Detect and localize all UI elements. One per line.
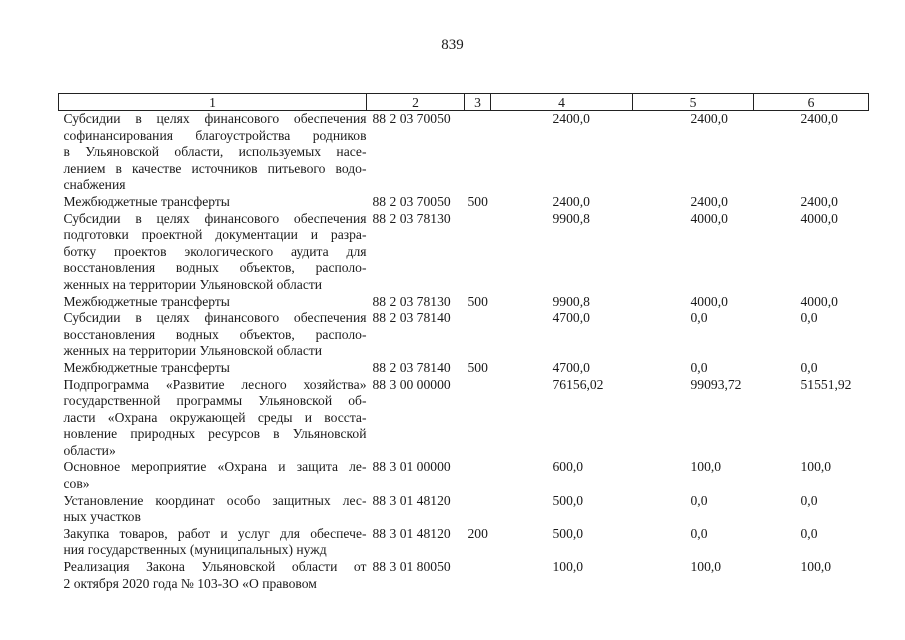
row-value-6: 0,0 — [800, 525, 818, 541]
table-row — [59, 360, 869, 377]
row-value-4: 9900,8 — [552, 210, 590, 226]
row-name-line: Межбюджетные трансферты — [63, 293, 230, 309]
row-name-line: подготовки проектной документации и разра- — [63, 227, 367, 243]
row-name — [59, 526, 367, 559]
row-code: 88 2 03 78130 — [372, 293, 451, 309]
table-row — [59, 111, 869, 194]
table-row — [59, 310, 869, 360]
row-name-line: Реализация Закона Ульяновской области от — [63, 559, 367, 575]
table-row — [59, 459, 869, 492]
table-row — [59, 294, 869, 311]
row-value-5: 99093,72 — [690, 376, 742, 392]
row-name-line: ласти «Охрана окружающей среды и восста- — [63, 409, 367, 425]
row-expense-type — [465, 559, 491, 592]
row-name — [59, 194, 367, 211]
row-name-line: восстановления водных объектов, располо- — [63, 260, 367, 276]
table-row — [59, 194, 869, 211]
table-body — [59, 111, 869, 593]
row-code: 88 2 03 70050 — [372, 193, 451, 209]
row-value-4: 4700,0 — [552, 359, 590, 375]
row-value-6: 2400,0 — [800, 193, 838, 209]
column-header-4: 4 — [491, 94, 633, 111]
row-name-line: женных на территории Ульяновской области — [63, 276, 323, 292]
row-name-line: Межбюджетные трансферты — [63, 193, 230, 209]
row-code: 88 2 03 78140 — [372, 310, 451, 326]
table-row — [59, 493, 869, 526]
row-expense-type: 500 — [467, 359, 488, 375]
budget-table — [58, 93, 869, 592]
row-name-line: лением в качестве источников питьевого водо- — [63, 160, 367, 176]
row-value-5: 4000,0 — [690, 210, 728, 226]
row-name-line: восстановления водных объектов, располо- — [63, 326, 367, 342]
row-expense-type — [465, 310, 491, 360]
row-code: 88 2 03 78140 — [372, 359, 451, 375]
row-value-6: 100,0 — [800, 559, 832, 575]
row-name-line: области» — [63, 442, 116, 458]
row-name-line: сов» — [63, 476, 90, 492]
row-value-4: 9900,8 — [552, 293, 590, 309]
row-name-line: ния государственных (муниципальных) нужд — [63, 542, 327, 558]
row-code: 88 3 01 48120 — [372, 525, 451, 541]
row-value-4: 2400,0 — [552, 193, 590, 209]
row-value-6: 4000,0 — [800, 210, 838, 226]
table-row — [59, 526, 869, 559]
column-header-5: 5 — [633, 94, 754, 111]
table-row — [59, 377, 869, 460]
row-value-6: 100,0 — [800, 459, 832, 475]
row-value-4: 500,0 — [552, 525, 584, 541]
row-code: 88 3 01 00000 — [372, 459, 451, 475]
row-name-line: софинансирования благоустройства родников — [63, 127, 367, 143]
row-value-5: 0,0 — [690, 525, 708, 541]
row-value-6: 0,0 — [800, 492, 818, 508]
row-value-5: 2400,0 — [690, 111, 728, 126]
row-value-4: 2400,0 — [552, 111, 590, 126]
row-name-line: 2 октября 2020 года № 103-ЗО «О правовом — [63, 575, 317, 591]
row-name — [59, 310, 367, 360]
row-code: 88 3 01 80050 — [372, 559, 451, 575]
row-value-6: 51551,92 — [800, 376, 852, 392]
row-value-4: 4700,0 — [552, 310, 590, 326]
row-name-line: Субсидии в целях финансового обеспечения — [63, 210, 367, 226]
row-expense-type: 500 — [467, 193, 488, 209]
row-code: 88 2 03 78130 — [372, 210, 451, 226]
row-value-5: 0,0 — [690, 492, 708, 508]
row-name-line: Основное мероприятие «Охрана и защита ле- — [63, 459, 367, 475]
row-name-line: Установление координат особо защитных лес- — [63, 492, 367, 508]
row-code: 88 3 01 48120 — [372, 492, 451, 508]
row-name-line: государственной программы Ульяновской об- — [63, 393, 367, 409]
row-name — [59, 111, 367, 194]
page-number: 839 — [441, 37, 464, 53]
row-name-line: новление природных ресурсов в Ульяновской — [63, 426, 367, 442]
row-value-5: 100,0 — [690, 559, 722, 575]
row-name-line: Субсидии в целях финансового обеспечения — [63, 310, 367, 326]
column-header-6: 6 — [754, 94, 869, 111]
row-name-line: Подпрограмма «Развитие лесного хозяйства» — [63, 376, 367, 392]
row-name — [59, 493, 367, 526]
row-code: 88 2 03 70050 — [372, 111, 451, 126]
row-value-5: 0,0 — [690, 359, 708, 375]
row-name — [59, 294, 367, 311]
column-header-2: 2 — [367, 94, 465, 111]
row-name — [59, 377, 367, 460]
row-name — [59, 459, 367, 492]
row-name-line: женных на территории Ульяновской области — [63, 343, 323, 359]
row-code: 88 3 00 00000 — [372, 376, 451, 392]
row-expense-type — [465, 493, 491, 526]
row-value-5: 4000,0 — [690, 293, 728, 309]
row-value-4: 500,0 — [552, 492, 584, 508]
row-value-6: 2400,0 — [800, 111, 838, 126]
row-name — [59, 211, 367, 294]
column-header-3: 3 — [465, 94, 491, 111]
row-expense-type — [465, 111, 491, 194]
table-row — [59, 559, 869, 592]
row-name-line: снабжения — [63, 177, 126, 193]
row-name-line: ных участков — [63, 509, 141, 525]
row-name-line: Межбюджетные трансферты — [63, 359, 230, 375]
row-name-line: ботку проектов экологического аудита для — [63, 243, 367, 259]
row-expense-type: 500 — [467, 293, 488, 309]
table-header-row — [59, 94, 869, 111]
row-expense-type: 200 — [467, 525, 488, 541]
row-expense-type — [465, 211, 491, 294]
row-name-line: Закупка товаров, работ и услуг для обеспече- — [63, 525, 367, 541]
row-value-4: 100,0 — [552, 559, 584, 575]
column-header-1: 1 — [59, 94, 367, 111]
row-value-6: 0,0 — [800, 359, 818, 375]
table-row — [59, 211, 869, 294]
row-value-5: 0,0 — [690, 310, 708, 326]
row-value-6: 0,0 — [800, 310, 818, 326]
row-expense-type — [465, 459, 491, 492]
row-value-5: 100,0 — [690, 459, 722, 475]
row-name-line: Субсидии в целях финансового обеспечения — [63, 111, 367, 126]
row-expense-type — [465, 377, 491, 460]
row-value-5: 2400,0 — [690, 193, 728, 209]
row-value-4: 600,0 — [552, 459, 584, 475]
row-name-line: в Ульяновской области, используемых насе- — [63, 144, 367, 160]
row-value-4: 76156,02 — [552, 376, 604, 392]
row-name — [59, 360, 367, 377]
row-value-6: 4000,0 — [800, 293, 838, 309]
row-name — [59, 559, 367, 592]
